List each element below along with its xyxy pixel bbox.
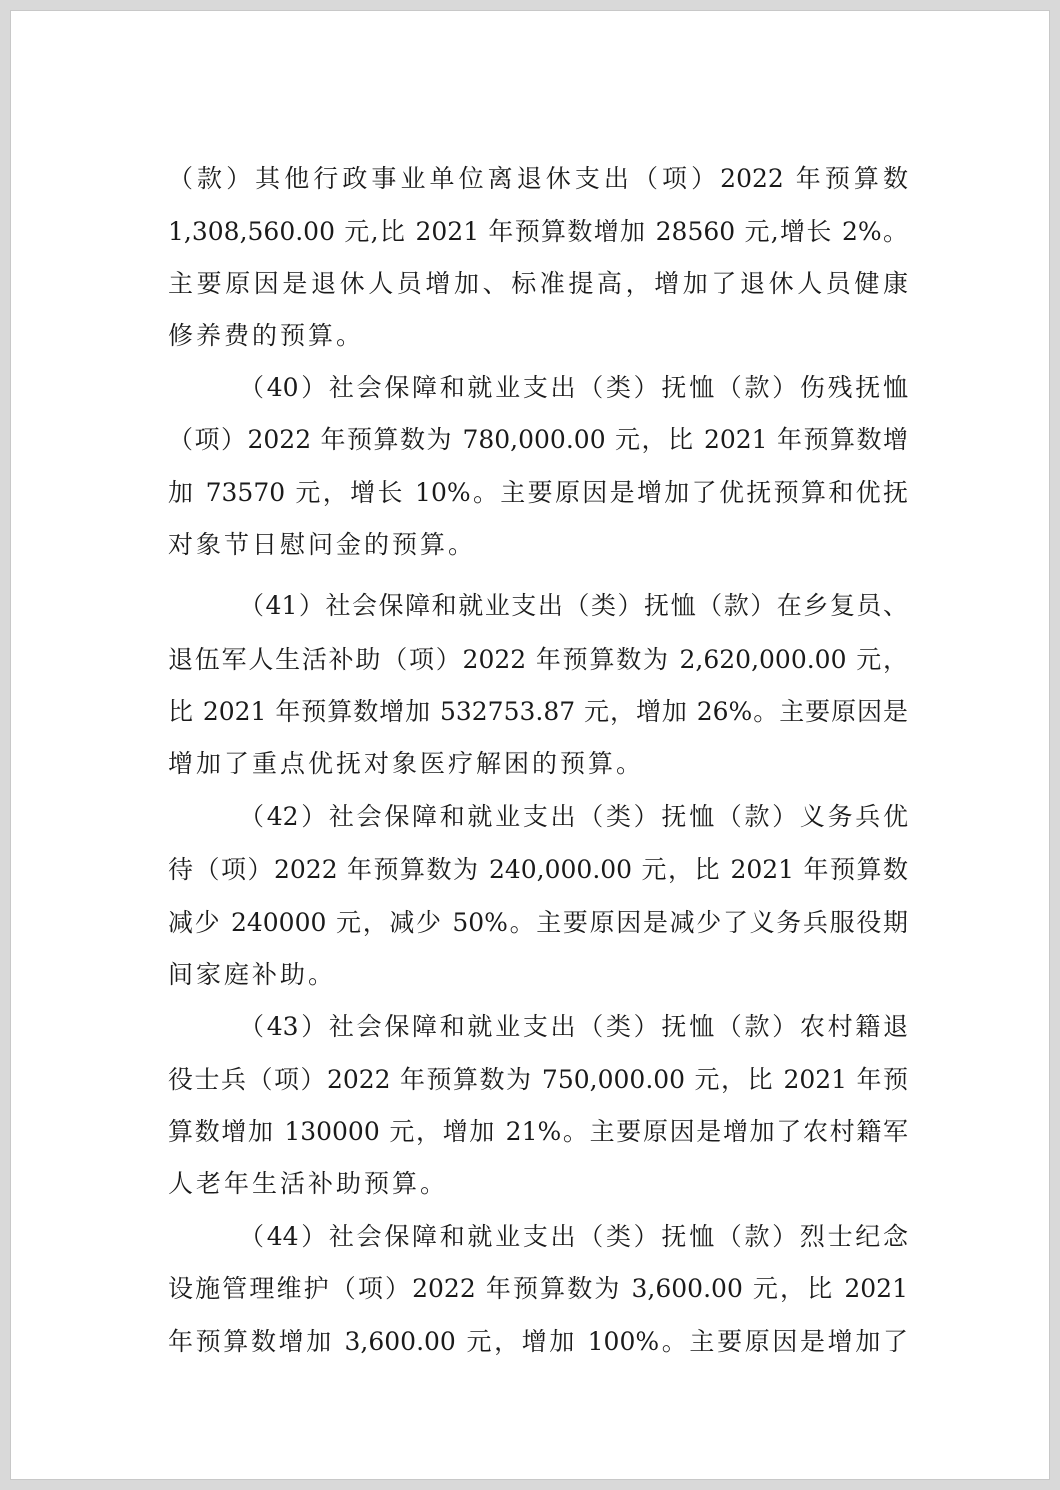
text-line: 修养费的预算。 [168, 321, 365, 350]
text-line: 减少 240000 元，减少 50%。主要原因是减少了义务兵服役期 [168, 908, 908, 937]
text-line: 主要原因是退休人员增加、标准提高，增加了退休人员健康 [168, 269, 908, 298]
text-line: 役士兵（项）2022 年预算数为 750,000.00 元，比 2021 年预 [168, 1065, 908, 1094]
text-line: 增加了重点优抚对象医疗解困的预算。 [168, 749, 645, 778]
text-line: （项）2022 年预算数为 780,000.00 元，比 2021 年预算数增 [168, 425, 908, 454]
text-line: 设施管理维护（项）2022 年预算数为 3,600.00 元，比 2021 [168, 1274, 908, 1303]
paragraph-heading-41: （41）社会保障和就业支出（类）抚恤（款）在乡复员、 [239, 591, 908, 620]
paragraph-heading-44: （44）社会保障和就业支出（类）抚恤（款）烈士纪念 [239, 1222, 908, 1251]
paragraph-heading-43: （43）社会保障和就业支出（类）抚恤（款）农村籍退 [239, 1012, 908, 1041]
text-line: 1,308,560.00 元,比 2021 年预算数增加 28560 元,增长 2%。 [168, 217, 908, 246]
text-line: 年预算数增加 3,600.00 元，增加 100%。主要原因是增加了 [168, 1327, 908, 1356]
document-page [10, 10, 1050, 1480]
paragraph-heading-42: （42）社会保障和就业支出（类）抚恤（款）义务兵优 [239, 802, 908, 831]
text-line: 人老年生活补助预算。 [168, 1169, 449, 1198]
text-line: 退伍军人生活补助（项）2022 年预算数为 2,620,000.00 元， [168, 645, 908, 674]
text-line: （款）其他行政事业单位离退休支出（项）2022 年预算数 [168, 164, 908, 193]
text-line: 算数增加 130000 元，增加 21%。主要原因是增加了农村籍军 [168, 1117, 908, 1146]
paragraph-heading-40: （40）社会保障和就业支出（类）抚恤（款）伤残抚恤 [239, 373, 908, 402]
text-line: 间家庭补助。 [168, 960, 337, 989]
text-line: 对象节日慰问金的预算。 [168, 530, 477, 559]
text-line: 加 73570 元，增长 10%。主要原因是增加了优抚预算和优抚 [168, 478, 908, 507]
text-line: 比 2021 年预算数增加 532753.87 元，增加 26%。主要原因是 [168, 697, 908, 726]
text-line: 待（项）2022 年预算数为 240,000.00 元，比 2021 年预算数 [168, 855, 908, 884]
